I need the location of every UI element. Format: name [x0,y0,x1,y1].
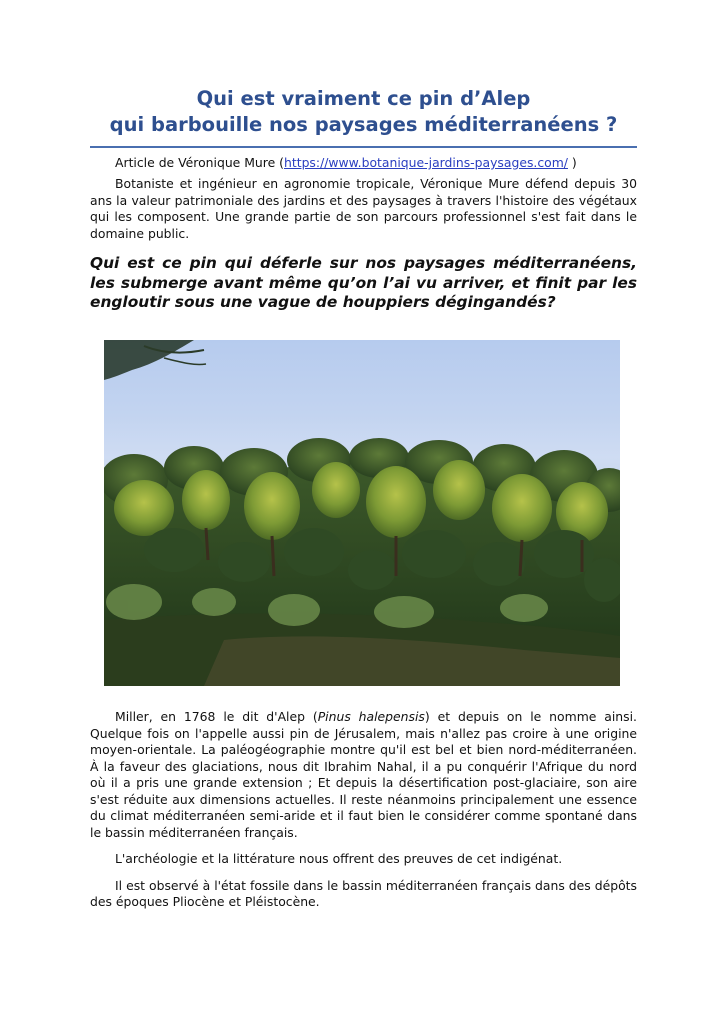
para1-before: Miller, en 1768 le dit d'Alep ( [115,709,318,724]
para1-after: ) et depuis on le nomme ainsi. Quelque fois on l'appelle aussi pin de Jérusalem, mais n'allez pas croire à une origine moyen-orientale. La paléogéographie montre qu'il est bel et bien nord-méditerranéen. À la faveur des glaciations, nous dit Ibrahim Nahal, il a pu conquérir l'Afrique du nord où il a pris une grande extension ; Et depuis la désertification post-glaciaire, son aire s'est réduite aux dimensions actuelles. Il reste néanmoins principalement une essence du climat méditerranéen semi-aride et il faut bien le considérer comme spontané dans le bassin méditerranéen français. [90,709,637,840]
article-header [90,86,637,313]
lead-question: Qui est ce pin qui déferle sur nos paysages méditerranéens, les submerge avant même qu’on l’ai vu arriver, et finit par les engloutir sous une vague de houppiers dégingandés? [90,254,637,312]
byline-prefix: Article de Véronique Mure ( [115,155,284,170]
paragraph-origin [90,709,637,841]
species-name: Pinus halepensis [317,709,425,724]
article-body [90,709,637,911]
photo-illustration [104,340,620,686]
pine-forest-photo [104,340,620,686]
intro-paragraph: Botaniste et ingénieur en agronomie tropicale, Véronique Mure défend depuis 30 ans la valeur patrimoniale des jardins et des paysages à travers l'histoire des végétaux qui les composent. Une grande partie de son parcours professionnel s'est fait dans le domaine public. [90,176,637,241]
byline-suffix: ) [567,155,577,170]
byline [115,154,637,172]
article-title [90,86,637,138]
paragraph-archaeology: L'archéologie et la littérature nous offrent des preuves de cet indigénat. [115,851,563,866]
paragraph-fossil: Il est observé à l'état fossile dans le bassin méditerranéen français dans des dépôts des époques Pliocène et Pléistocène. [90,877,637,909]
title-line-2: qui barbouille nos paysages méditerranéens ? [109,113,618,136]
title-divider [90,146,637,148]
author-website-link[interactable]: https://www.botanique-jardins-paysages.com/ [284,155,568,170]
title-line-1: Qui est vraiment ce pin d’Alep [196,87,531,110]
